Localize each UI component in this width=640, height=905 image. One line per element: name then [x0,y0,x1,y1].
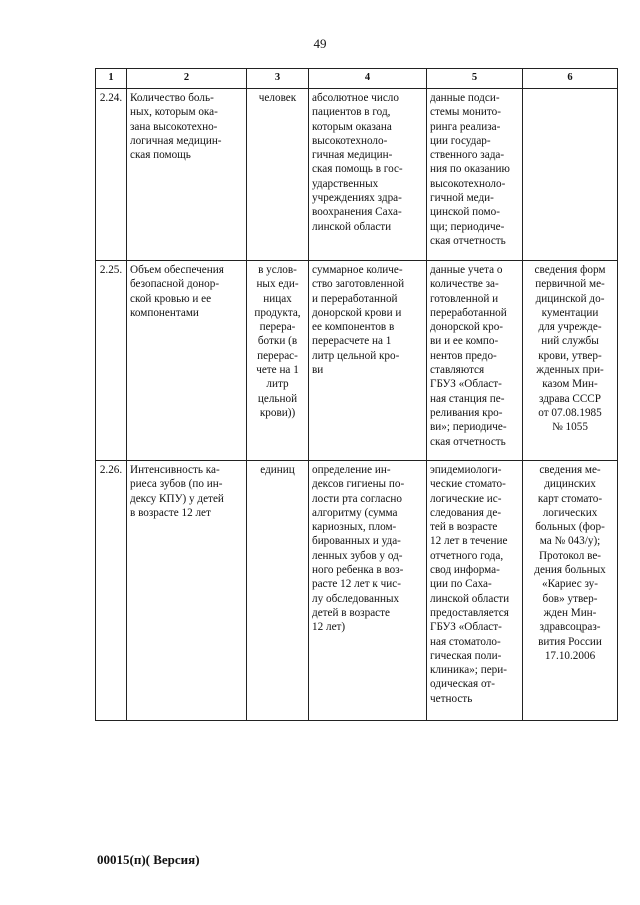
basis-cell: сведения форм первичной ме- дицинской до- кументации для учрежде- ний службы крови, утвер- жденных при- казом Мин- здрава СССР от 07.08.1985 № 1055 [523,261,618,461]
column-header: 5 [427,69,523,89]
unit-cell: человек [247,89,309,261]
table-row [96,261,618,461]
column-header: 3 [247,69,309,89]
table-row [96,89,618,261]
column-header: 6 [523,69,618,89]
row-number: 2.24. [96,89,127,261]
method-cell: абсолютное число пациентов в год, которым оказана высокотехноло- гичная медицин- ская помощь в гос- ударственных учреждениях здра- воохранения Саха- линской области [309,89,427,261]
table-header-row [96,69,618,89]
basis-cell: сведения ме- дицинских карт стомато- логических больных (фор- ма № 043/у); Протокол ве- дения больных «Кариес зу- бов» утвер- жден Мин- здравсоцраз- вития России 17.10.2006 [523,461,618,721]
unit-cell: в услов- ных еди- ницах продукта, перера- ботки (в перерас- чете на 1 литр цельной крови)) [247,261,309,461]
table-row [96,461,618,721]
indicator-cell: Объем обеспечения безопасной донор- ской кровью и ее компонентами [127,261,247,461]
basis-cell [523,89,618,261]
row-number: 2.25. [96,261,127,461]
column-header: 4 [309,69,427,89]
column-header: 1 [96,69,127,89]
row-number: 2.26. [96,461,127,721]
source-cell: данные подси- стемы монито- ринга реализа- ции государ- ственного зада- ния по оказанию высокотехноло- гичной меди- цинской помо- щи; периодиче- ская отчетность [427,89,523,261]
indicator-cell: Количество боль- ных, которым ока- зана высокотехно- логичная медицин- ская помощь [127,89,247,261]
column-header: 2 [127,69,247,89]
unit-cell: единиц [247,461,309,721]
source-cell: данные учета о количестве за- готовленной и переработанной донорской кро- ви и ее компо- нентов предо- ставляются ГБУЗ «Област- ная станция пе- реливания кро- ви»; периодиче- ская отчетность [427,261,523,461]
page-number: 49 [313,36,327,51]
indicators-table [95,68,618,721]
indicator-cell: Интенсивность ка- риеса зубов (по ин- дексу КПУ) у детей в возрасте 12 лет [127,461,247,721]
method-cell: определение ин- дексов гигиены по- лости рта согласно алгоритму (сумма кариозных, плом- бированных и уда- ленных зубов у од- ного ребенка в воз- расте 12 лет к чис- лу обследованных детей в возрасте 12 лет) [309,461,427,721]
method-cell: суммарное количе- ство заготовленной и переработанной донорской крови и ее компонентов в перерасчете на 1 литр цельной кро- ви [309,261,427,461]
document-footer: 00015(п)( Версия) [97,852,200,867]
source-cell: эпидемиологи- ческие стомато- логические ис- следования де- тей в возрасте 12 лет в течение отчетного года, свод информа- ции по Саха- линской области предоставляется ГБУЗ «Област- ная стоматоло- гическая поли- клиника»; пери- одическая от- четность [427,461,523,721]
